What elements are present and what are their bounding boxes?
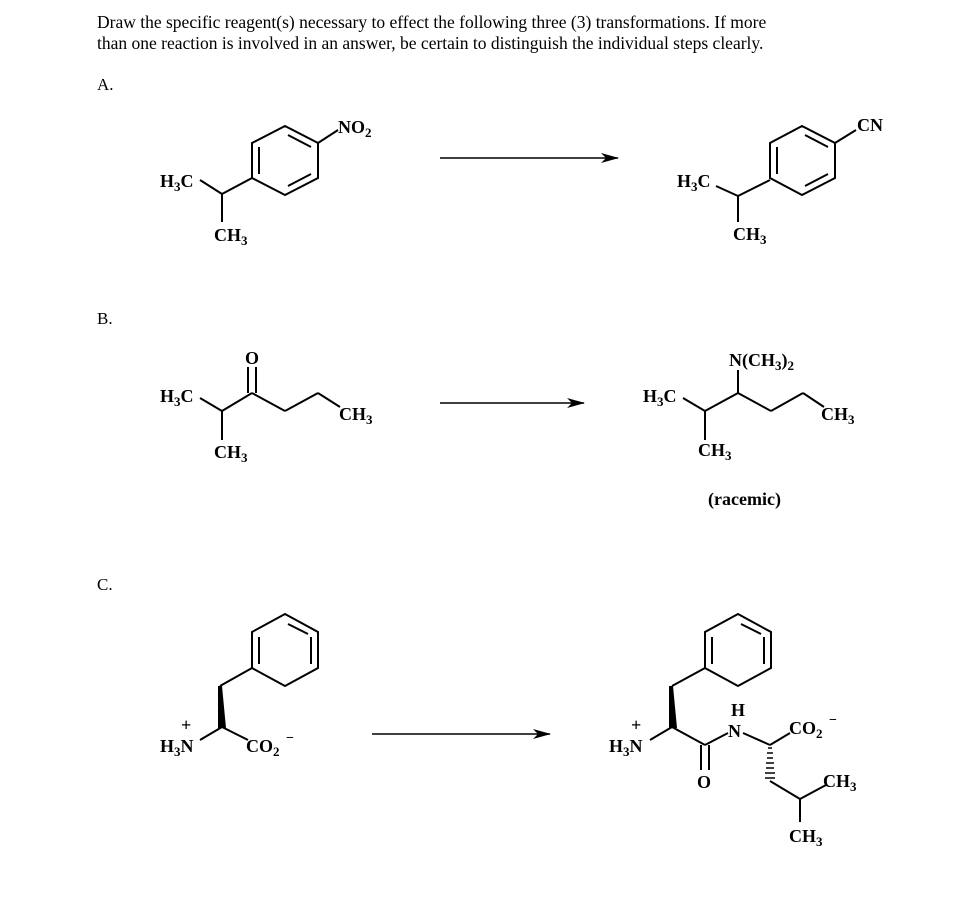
ammonium-plus-label: + [631, 715, 642, 735]
carbonyl-o-label: O [697, 772, 712, 792]
part-b-product-labels [643, 350, 855, 510]
carboxylate-minus-label: − [829, 713, 837, 728]
instruction-line-2: than one reaction is involved in an answer, be certain to distinguish the individual steps clearly. [97, 33, 764, 53]
amide-h-label: H [731, 700, 746, 720]
wedge-bond [669, 686, 677, 728]
instruction-line-1: Draw the specific reagent(s) necessary to effect the following three (3) transformations. If more [97, 12, 767, 32]
part-a-product-labels [677, 115, 883, 247]
h3n-label: H3N [160, 736, 194, 759]
ch3-a-label: CH3 [823, 771, 857, 794]
dimethylamino-label: N(CH3)2 [729, 350, 794, 373]
h3c-label: H3C [643, 386, 677, 409]
carboxylate-label: CO2 [789, 718, 823, 741]
wedge-bond [218, 686, 226, 728]
part-b-label: B. [97, 309, 113, 328]
h3c-label: H3C [677, 171, 711, 194]
carboxylate-label: CO2 [246, 736, 280, 759]
carboxylate-minus-label: − [286, 731, 294, 746]
h3c-label: H3C [160, 386, 194, 409]
h3c-label: H3C [160, 171, 194, 194]
racemic-note: (racemic) [708, 489, 781, 509]
cn-label: CN [857, 115, 883, 135]
no2-label: NO2 [338, 117, 372, 140]
h3n-label: H3N [609, 736, 643, 759]
part-b-product [683, 370, 824, 440]
ch3-label: CH3 [214, 225, 248, 248]
part-b-start-labels [160, 348, 373, 465]
ammonium-plus-label: + [181, 715, 192, 735]
part-a-starting-material [200, 126, 338, 222]
ch3-chain-label: CH3 [339, 404, 373, 427]
ch3-label: CH3 [733, 224, 767, 247]
part-b-starting-material [200, 367, 340, 440]
amide-n-label: N [728, 721, 741, 741]
ch3-chain-label: CH3 [821, 404, 855, 427]
part-a-label: A. [97, 75, 114, 94]
part-c-start-labels [160, 715, 294, 759]
part-c-label: C. [97, 575, 113, 594]
ch3-b-label: CH3 [789, 826, 823, 849]
hashed-wedge-bond [765, 748, 775, 778]
ch3-branch-label: CH3 [698, 440, 732, 463]
part-c-product-labels [609, 700, 857, 849]
ch3-branch-label: CH3 [214, 442, 248, 465]
carbonyl-o-label: O [245, 348, 260, 368]
part-a-product [716, 126, 856, 222]
part-c-starting-material [200, 614, 318, 740]
